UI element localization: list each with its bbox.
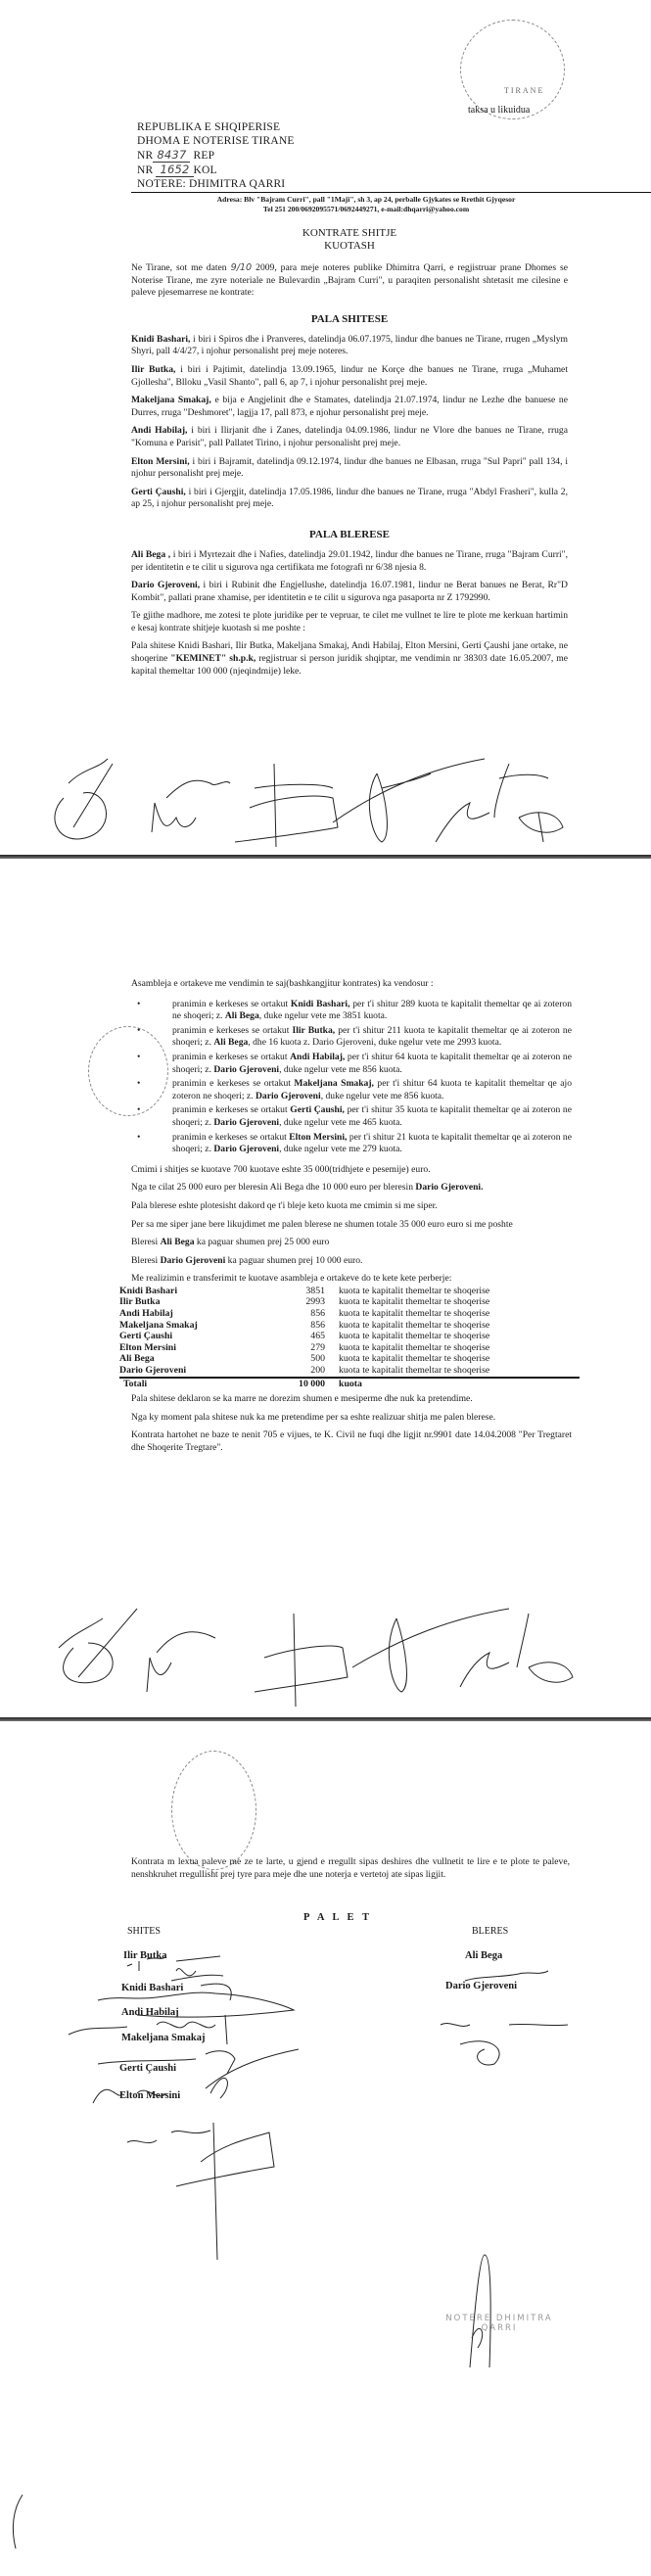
split-buyer: Dario Gjeroveni. bbox=[415, 1182, 484, 1194]
seller-details: i biri i Spiros dhe i Pranveres, datelindja 06.07.1975, lindur dhe banues ne Tirane, rrugen „Myslym Shyri, pall 4/4/27, i njohur personalisht prej meje noteres. bbox=[131, 333, 569, 357]
quota-description: kuota te kapitalit themeltar te shoqerise bbox=[339, 1319, 490, 1331]
page-2 bbox=[0, 860, 651, 1717]
quota-description: kuota te kapitalit themeltar te shoqerise bbox=[339, 1296, 490, 1308]
intro-date: 9/10 bbox=[230, 262, 253, 273]
decision-item bbox=[131, 1132, 572, 1156]
composition-intro: Me realizimin e transferimit te kuotave asambleja e ortakeve do te kete kete perberje: bbox=[131, 1273, 452, 1285]
buyer-entry bbox=[131, 580, 568, 604]
page-3 bbox=[0, 1721, 651, 2576]
decision-text: , duke ngelur vete me 856 kuota. bbox=[320, 1090, 444, 1101]
seller-name: Elton Mersini, bbox=[131, 455, 190, 467]
sellers-heading: PALA SHITESE bbox=[310, 312, 389, 325]
seller-entry bbox=[131, 334, 568, 358]
seller-signatory: Elton Mersini bbox=[119, 2090, 181, 2101]
shareholder-name: Ali Bega bbox=[119, 1353, 155, 1365]
company-name: "KEMINET" sh.p.k, bbox=[170, 653, 256, 665]
seller-entry bbox=[131, 456, 568, 481]
quota-count: 465 bbox=[310, 1331, 325, 1342]
quota-count: 856 bbox=[310, 1319, 325, 1331]
decision-text: pranimin e kerkeses se ortakut bbox=[172, 1078, 295, 1090]
sellers-label: SHITES bbox=[127, 1926, 161, 1937]
total-value: 10 000 bbox=[266, 1378, 339, 1390]
signatures-page-1 bbox=[39, 759, 587, 847]
quota-count: 279 bbox=[310, 1341, 325, 1353]
decision-text: per t'i shitur 64 kuota te kapitalit themeltar qe ajo zoteron ne shoqeri; z. bbox=[172, 1078, 572, 1101]
payment-line bbox=[131, 1237, 572, 1249]
decision-item bbox=[131, 999, 572, 1023]
seller-name: Makeljana Smakaj, bbox=[131, 395, 211, 406]
buyer-entry bbox=[131, 549, 568, 574]
buyer-name: Ali Bega , bbox=[131, 548, 171, 560]
quota-count: 500 bbox=[310, 1353, 325, 1365]
decision-text: pranimin e kerkeses se ortakut bbox=[172, 1024, 293, 1036]
notary-signature bbox=[460, 2250, 519, 2367]
address-line: Adresa: Blv "Bajram Curri", pall "1Maji", sh 3, ap 24, perballe Gjykates se Rrethit Gjyqesor bbox=[216, 195, 516, 204]
composition-row bbox=[119, 1320, 580, 1332]
decision-buyer: Dario Gjeroveni bbox=[255, 1090, 321, 1101]
intro-text: 2009, para meje noteres publike Dhimitra Qarri, e regjistruar prane Dhomes se Noterise Tirane, me zyre noteriale ne Bulevardin „Bajram Curri", u paraqiten personalisht shtetasit me cilesine e paleve pjesemarrese ne kontrate: bbox=[131, 262, 568, 299]
company-text: regjistruar si person juridik shqiptar, me vendimin nr 38303 date 16.05.2007, me kapital themeltar 100 000 (njeqindmije) leke. bbox=[131, 653, 568, 677]
decision-text: pranimin e kerkeses se ortakut bbox=[172, 1131, 290, 1143]
kol-number-line bbox=[137, 163, 295, 177]
letterhead-republic: REPUBLIKA E SHQIPERISE bbox=[137, 121, 281, 133]
decision-text: per t'i shitur 211 kuota te kapitalit themeltar qe ai zoteron ne shoqeri; z. bbox=[172, 1024, 572, 1049]
composition-row bbox=[119, 1365, 580, 1378]
decision-text: , duke ngelur vete me 279 kuota. bbox=[279, 1144, 402, 1155]
composition-row bbox=[119, 1286, 580, 1297]
composition-row bbox=[119, 1308, 580, 1320]
payment-text: ka paguar shumen prej 25 000 euro bbox=[194, 1237, 330, 1248]
shareholder-name: Andi Habilaj bbox=[119, 1308, 173, 1320]
company-text: Pala shitese Knidi Bashari, Ilir Butka, Makeljana Smakaj, Andi Habilaj, Elton Mersini, Gerti Çaushi jane ortake, ne shoqerine bbox=[131, 640, 568, 665]
buyers-heading: PALA BLERESE bbox=[308, 528, 391, 540]
nr-label: NR bbox=[137, 150, 154, 162]
seller-details: i biri i Ilirjanit dhe i Zanes, datelindja 04.09.1986, lindur ne Vlore dhe banues ne Tirane, rruga "Komuna e Parisit", pall Pallatet Tirino, i njohur personalisht prej meje. bbox=[131, 425, 568, 448]
seller-entry bbox=[131, 425, 568, 449]
no-claims-paragraph: Nga ky moment pala shitese nuk ka me pretendime per sa eshte realizuar shitja me palen blerese. bbox=[131, 1411, 496, 1423]
contract-title bbox=[131, 227, 568, 253]
shareholder-name: Gerti Çaushi bbox=[119, 1331, 173, 1342]
notary-address bbox=[131, 195, 601, 214]
seller-name: Knidi Bashari, bbox=[131, 333, 191, 345]
quota-description: kuota te kapitalit themeltar te shoqerise bbox=[339, 1285, 490, 1296]
page3-body bbox=[131, 1856, 570, 1887]
quota-description: kuota te kapitalit themeltar te shoqerise bbox=[339, 1341, 490, 1353]
total-label: Totali bbox=[119, 1378, 266, 1390]
decision-seller: Knidi Bashari, bbox=[290, 998, 350, 1009]
decision-text: pranimin e kerkeses se ortakut bbox=[172, 1104, 291, 1116]
buyer-details: i biri i Myrtezait dhe i Nafies, datelindja 29.01.1942, lindur dhe banues ne Tirane, rruga "Bajram Curri", per identitetin e te cilit u sigurova nga certifikata me fotografi nr 6/38 njesia 8. bbox=[131, 548, 568, 573]
quota-count: 3851 bbox=[305, 1285, 325, 1296]
page2-body bbox=[119, 978, 572, 1461]
decision-text: , duke ngelur vete me 465 kuota. bbox=[279, 1116, 402, 1128]
buyer-signatory: Ali Bega bbox=[465, 1950, 503, 1961]
buyer-name: Dario Gjeroveni, bbox=[131, 580, 201, 591]
quota-count: 200 bbox=[310, 1365, 325, 1377]
decision-buyer: Dario Gjeroveni bbox=[213, 1144, 280, 1155]
quota-count: 2993 bbox=[305, 1296, 325, 1308]
intro-text: Ne Tirane, sot me daten bbox=[131, 262, 227, 273]
notary-seal-stamp bbox=[171, 1751, 256, 1870]
decision-buyer: Dario Gjeroveni bbox=[213, 1063, 280, 1075]
quota-description: kuota te kapitalit themeltar te shoqerise bbox=[339, 1331, 490, 1342]
decision-seller: Andi Habilaj, bbox=[290, 1051, 346, 1062]
seller-name: Ilir Butka, bbox=[131, 363, 176, 375]
intro-paragraph bbox=[131, 262, 568, 300]
letterhead bbox=[137, 120, 295, 191]
composition-table bbox=[119, 1286, 580, 1389]
nr-label: NR bbox=[137, 164, 154, 176]
split-paragraph bbox=[131, 1182, 572, 1194]
kol-number: 1652 bbox=[156, 163, 193, 177]
seller-signatory: Knidi Bashari bbox=[121, 1983, 184, 1993]
decision-item bbox=[131, 1025, 572, 1050]
buyers-label: BLERES bbox=[472, 1926, 509, 1937]
seller-details: i biri i Bajramit, datelindja 09.12.1974, lindur dhe banues ne Elbasan, rruga "Sul Papri" pall 134, i njohur personalisht prej meje. bbox=[131, 455, 568, 480]
decision-text: , dhe 16 kuota z. Dario Gjeroveni, duke ngelur vete me 2993 kuota. bbox=[248, 1037, 502, 1049]
declaration-paragraph: Pala shitese deklaron se ka marre ne dorezim shumen e mesiperme dhe nuk ka pretendime. bbox=[131, 1393, 473, 1405]
decision-seller: Elton Mersini, bbox=[289, 1131, 348, 1143]
buyer-details: i biri i Rubinit dhe Engjellushe, datelindja 16.07.1981, lindur ne Berat banues ne Berat, Rr"D Kombit", pallati prane xhamise, per identitetin e te cilit u sigurova nga pasaporta nr Z 1792990. bbox=[131, 580, 568, 603]
tax-paid-stamp-text: taksa u likuidua bbox=[468, 105, 531, 116]
seller-name: Gerti Çaushi, bbox=[131, 486, 186, 497]
composition-row bbox=[119, 1342, 580, 1354]
composition-row bbox=[119, 1353, 580, 1365]
quota-description: kuota te kapitalit themeltar te shoqerise bbox=[339, 1308, 490, 1320]
decision-seller: Gerti Çaushi, bbox=[290, 1104, 345, 1116]
decision-buyer: Ali Bega bbox=[224, 1010, 259, 1022]
shareholder-name: Elton Mersini bbox=[119, 1341, 176, 1353]
notary-stamp: NOTERE DHIMITRA QARRI bbox=[445, 2314, 553, 2333]
signatures-page-3 bbox=[0, 1956, 651, 2191]
decision-item bbox=[131, 1104, 572, 1129]
rep-label: REP bbox=[193, 150, 215, 162]
total-unit: kuota bbox=[339, 1378, 580, 1390]
seller-signatory: Ilir Butka bbox=[123, 1950, 167, 1961]
seller-entry bbox=[131, 364, 568, 389]
company-paragraph bbox=[131, 640, 568, 678]
settlement-paragraph: Per sa me siper jane bere likujdimet me palen blerese ne shumen totale 35 000 euro euro si me poshte bbox=[131, 1218, 513, 1230]
buyer-signatory: Dario Gjeroveni bbox=[445, 1981, 517, 1991]
composition-row bbox=[119, 1331, 580, 1342]
contact-line: Tel 251 200/0692095571/0692449271, e-mail:dhqarri@yahoo.com bbox=[262, 205, 470, 213]
payer-name: Ali Bega bbox=[160, 1237, 195, 1248]
quota-description: kuota te kapitalit themeltar te shoqerise bbox=[339, 1365, 490, 1377]
quota-count: 856 bbox=[310, 1308, 325, 1320]
assembly-intro: Asambleja e ortakeve me vendimin te saj(bashkangjitur kontrates) ka vendosur : bbox=[131, 978, 434, 989]
page-edge bbox=[0, 855, 651, 859]
decision-text: per t'i shitur 35 kuota te kapitalit themeltar qe ai zoteron ne shoqeri; z. bbox=[172, 1104, 572, 1128]
seller-entry bbox=[131, 487, 568, 511]
signatures-page-2 bbox=[49, 1609, 597, 1697]
price-paragraph: Cmimi i shitjes se kuotave 700 kuotave eshte 35 000(tridhjete e pesemije) euro. bbox=[131, 1163, 431, 1175]
payment-text: Bleresi bbox=[131, 1237, 161, 1248]
seller-signatory: Andi Habilaj bbox=[121, 2007, 179, 2018]
rep-number-line bbox=[137, 148, 295, 163]
total-row bbox=[119, 1378, 580, 1390]
composition-row bbox=[119, 1296, 580, 1308]
quota-description: kuota te kapitalit themeltar te shoqerise bbox=[339, 1353, 490, 1365]
closing-paragraph: Kontrata m lexua paleve me ze te larte, u gjend e rregullt sipas deshires dhe vullnetit te lire e te plote te paleve, nenshkruhet rregullisht prej tyre para meje dhe une noterja e vertetoj ate sipas ligjit. bbox=[131, 1856, 570, 1880]
shareholder-name: Knidi Bashari bbox=[119, 1285, 178, 1296]
page1-body bbox=[131, 262, 568, 683]
decision-text: pranimin e kerkeses se ortakut bbox=[172, 1051, 291, 1062]
agreement-paragraph: Pala blerese eshte plotesisht dakord qe t'i bleje keto kuota me cmimin si me siper. bbox=[131, 1199, 438, 1211]
seller-details: e bija e Angjelinit dhe e Stamates, datelindja 21.07.1974, lindur ne Lezhe dhe banuese ne Durres, rruga "Deshmoret", lagjja 17, pall 873, e njohur personalisht prej meje. bbox=[131, 395, 568, 418]
rep-number: 8437 bbox=[153, 148, 190, 163]
letterhead-chamber: DHOMA E NOTERISE TIRANE bbox=[137, 135, 295, 147]
decision-text: per t'i shitur 21 kuota te kapitalit themeltar qe ai zoteron ne shoqeri; z. bbox=[172, 1131, 572, 1155]
shareholder-name: Dario Gjeroveni bbox=[119, 1365, 187, 1377]
seller-details: i biri i Pajtimit, datelindja 13.09.1965, lindur ne Korçe dhe banues ne Tirane, rruga „Muhamet Gjollesha", Blloku „Vasil Shanto", pall 6, ap 7, i njohur personalisht prej meje. bbox=[131, 363, 568, 388]
seller-signatory: Makeljana Smakaj bbox=[121, 2033, 206, 2043]
shareholder-name: Ilir Butka bbox=[119, 1296, 161, 1308]
title-line-2: KUOTASH bbox=[324, 240, 375, 252]
decision-text: , duke ngelur vete me 856 kuota. bbox=[279, 1063, 402, 1075]
shareholder-name: Makeljana Smakaj bbox=[119, 1319, 198, 1331]
title-line-1: KONTRATE SHITJE bbox=[302, 227, 397, 239]
seller-signatory: Gerti Çaushi bbox=[119, 2063, 177, 2074]
stamp-city: TIRANE bbox=[504, 86, 545, 95]
page-1 bbox=[0, 0, 651, 856]
decision-text: pranimin e kerkeses se ortakut bbox=[172, 998, 291, 1009]
payment-text: Bleresi bbox=[131, 1254, 161, 1266]
seller-name: Andi Habilaj, bbox=[131, 425, 188, 437]
decision-text: per t'i shitur 64 kuota te kapitalit themeltar qe ai zoteron ne shoqeri; z. bbox=[172, 1051, 572, 1075]
capacity-paragraph: Te gjithe madhore, me zotesi te plote juridike per te vepruar, te cilet me vullnet te lire te plote me kerkuan hartimin e kesaj kontrate shitjeje kuotash si me poshte : bbox=[131, 610, 568, 633]
payer-name: Dario Gjeroveni bbox=[160, 1254, 226, 1266]
payment-text: ka paguar shumen prej 10 000 euro. bbox=[225, 1254, 363, 1266]
legal-basis-paragraph: Kontrata hartohet ne baze te nenit 705 e vijues, te K. Civil ne fuqi dhe ligjit nr.9901 date 14.04.2008 "Per Tregtaret dhe Shoqerite Tregtare". bbox=[131, 1429, 572, 1453]
parties-heading: P A L E T bbox=[303, 1912, 372, 1923]
decision-text: , duke ngelur vete me 3851 kuota. bbox=[258, 1010, 388, 1022]
split-text: Nga te cilat 25 000 euro per bleresin Ali Bega dhe 10 000 euro per bleresin bbox=[131, 1182, 416, 1194]
decision-buyer: Dario Gjeroveni bbox=[213, 1116, 280, 1128]
kol-label: KOL bbox=[193, 164, 217, 176]
notary-name: NOTERE: DHIMITRA QARRI bbox=[137, 178, 286, 190]
decision-item bbox=[131, 1052, 572, 1076]
seller-entry bbox=[131, 395, 568, 419]
margin-mark bbox=[8, 2495, 27, 2553]
decision-seller: Ilir Butka, bbox=[292, 1024, 336, 1036]
header-rule bbox=[131, 192, 651, 193]
seller-details: i biri i Gjergjit, datelindja 17.05.1986, lindur dhe banues ne Tirane, rruga "Abdyl Frasheri", kulla 2, ap 25, i njohur personalisht prej meje. bbox=[131, 486, 568, 510]
decision-item bbox=[131, 1078, 572, 1102]
decision-buyer: Ali Bega bbox=[213, 1037, 249, 1049]
decision-text: per t'i shitur 289 kuota te kapitalit themeltar qe ai zoteron ne shoqeri; z. bbox=[172, 998, 572, 1022]
payment-line bbox=[131, 1255, 572, 1268]
decision-seller: Makeljana Smakaj, bbox=[294, 1078, 374, 1090]
